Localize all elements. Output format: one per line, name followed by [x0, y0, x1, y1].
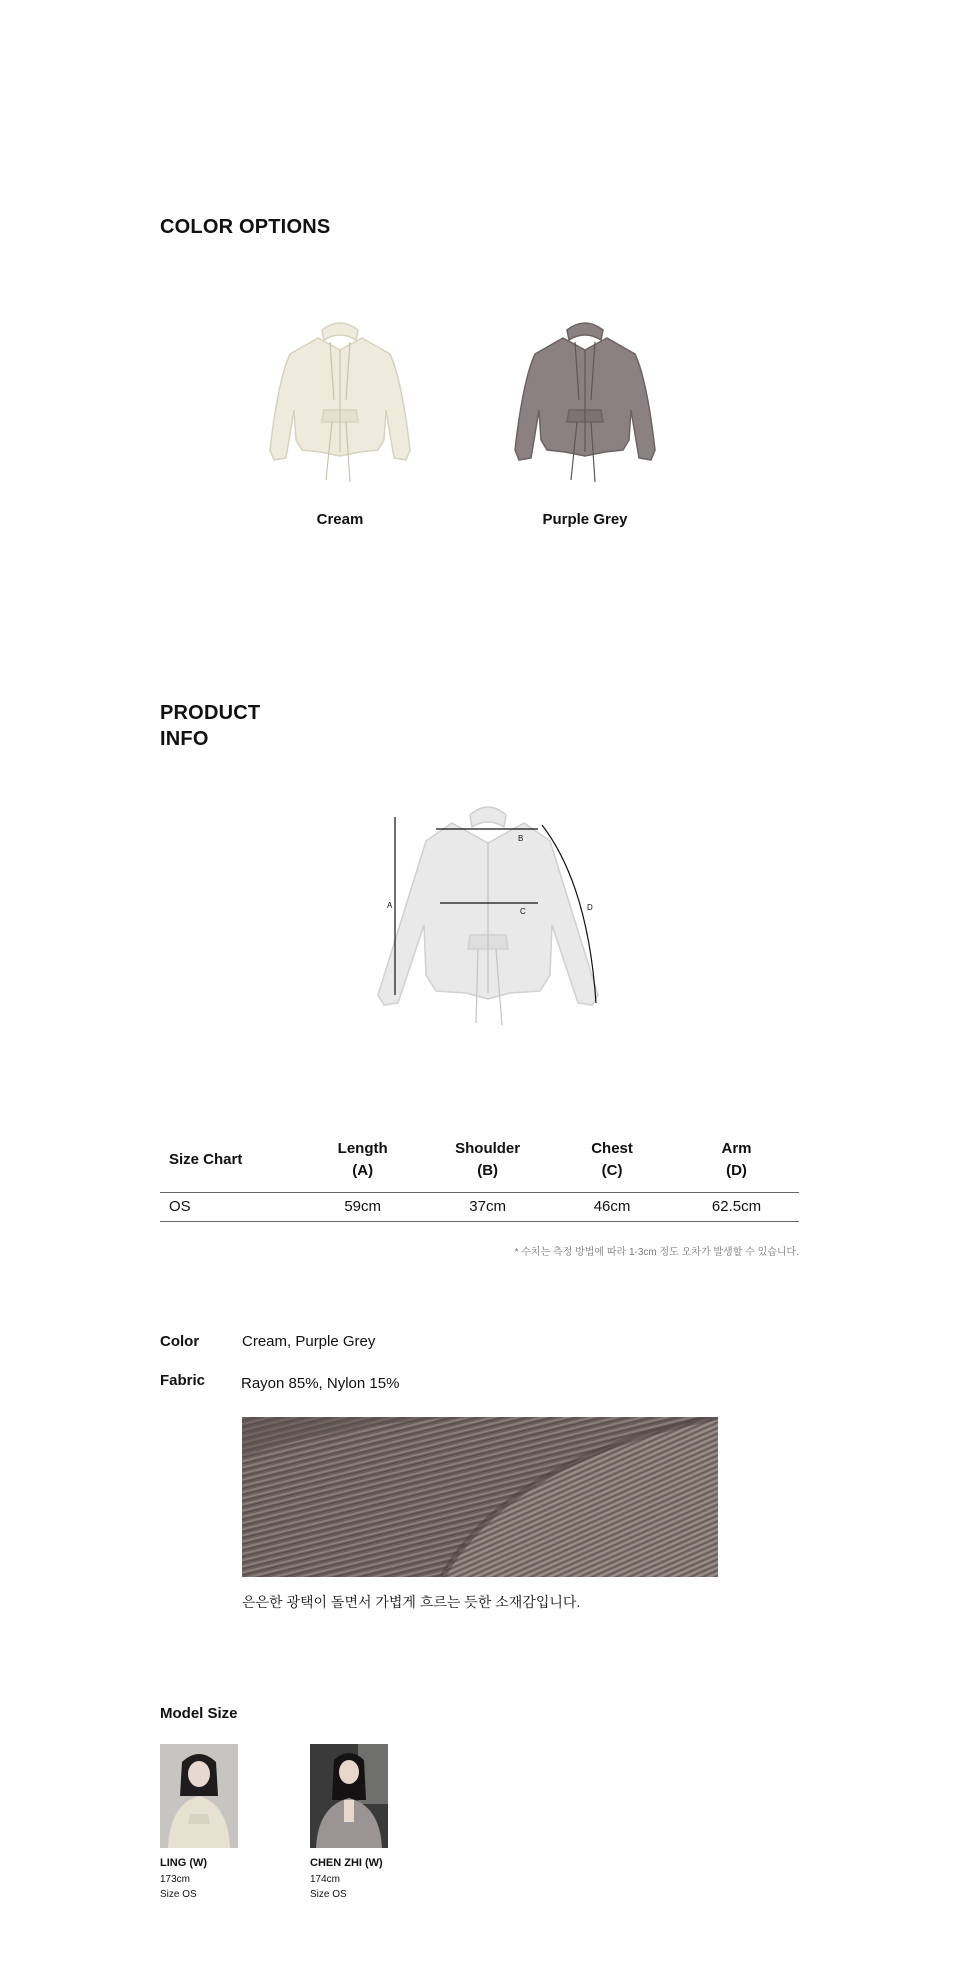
swatch-cream-label[interactable]: Cream: [316, 511, 364, 528]
measurement-diagram: [370, 795, 610, 1040]
fabric-description: 은은한 광택이 돌면서 가볍게 흐르는 듯한 소재감입니다.: [242, 1594, 581, 1610]
swatch-purple-grey-image[interactable]: [505, 310, 665, 490]
size-chart-header-arm: Arm (D): [721, 1140, 752, 1179]
size-chart-cell-size: OS: [169, 1198, 191, 1215]
diagram-label-d: D: [587, 903, 593, 912]
spec-fabric-label: Fabric: [160, 1372, 206, 1389]
model-size-chen-zhi: Size OS: [310, 1889, 347, 1900]
model-name-chen-zhi: CHEN ZHI (W): [310, 1857, 383, 1869]
table-row: [160, 1193, 799, 1222]
spec-fabric-value: Rayon 85%, Nylon 15%: [241, 1375, 400, 1392]
model-height-chen-zhi: 174cm: [310, 1874, 341, 1885]
model-name-ling: LING (W): [160, 1857, 208, 1869]
fabric-texture-image: [242, 1417, 718, 1577]
size-chart-header-length: Length (A): [337, 1140, 388, 1179]
product-info-title: [160, 700, 260, 752]
diagram-label-a: A: [387, 901, 393, 910]
product-info-title-line-2: INFO: [160, 728, 209, 750]
size-chart-header-row: [160, 1132, 799, 1193]
size-chart-table: [160, 1132, 799, 1222]
size-chart-note: * 수치는 측정 방법에 따라 1-3cm 정도 오차가 발생할 수 있습니다.: [514, 1247, 799, 1258]
spec-color-value: Cream, Purple Grey: [242, 1333, 376, 1350]
size-chart-header-size: Size Chart: [169, 1151, 243, 1168]
model-photo-chen-zhi: [310, 1744, 388, 1848]
swatch-purple-grey-label[interactable]: Purple Grey: [542, 511, 628, 528]
diagram-label-b: B: [518, 834, 524, 843]
swatch-cream-image[interactable]: [260, 310, 420, 490]
size-chart-cell-arm: 62.5cm: [711, 1198, 762, 1215]
size-chart-cell-shoulder: 37cm: [469, 1198, 506, 1215]
size-chart-header-shoulder: Shoulder (B): [455, 1140, 521, 1179]
size-chart-cell-length: 59cm: [344, 1198, 381, 1215]
spec-color-label: Color: [160, 1333, 200, 1350]
size-chart-header-chest: Chest (C): [591, 1140, 633, 1179]
size-chart-cell-chest: 46cm: [593, 1198, 631, 1215]
model-height-ling: 173cm: [160, 1874, 191, 1885]
model-size-title: Model Size: [160, 1705, 238, 1722]
model-size-ling: Size OS: [160, 1889, 197, 1900]
model-photo-ling: [160, 1744, 238, 1848]
product-info-title-line-1: PRODUCT: [160, 702, 261, 724]
color-options-title: COLOR OPTIONS: [160, 216, 331, 238]
diagram-label-c: C: [520, 907, 526, 916]
